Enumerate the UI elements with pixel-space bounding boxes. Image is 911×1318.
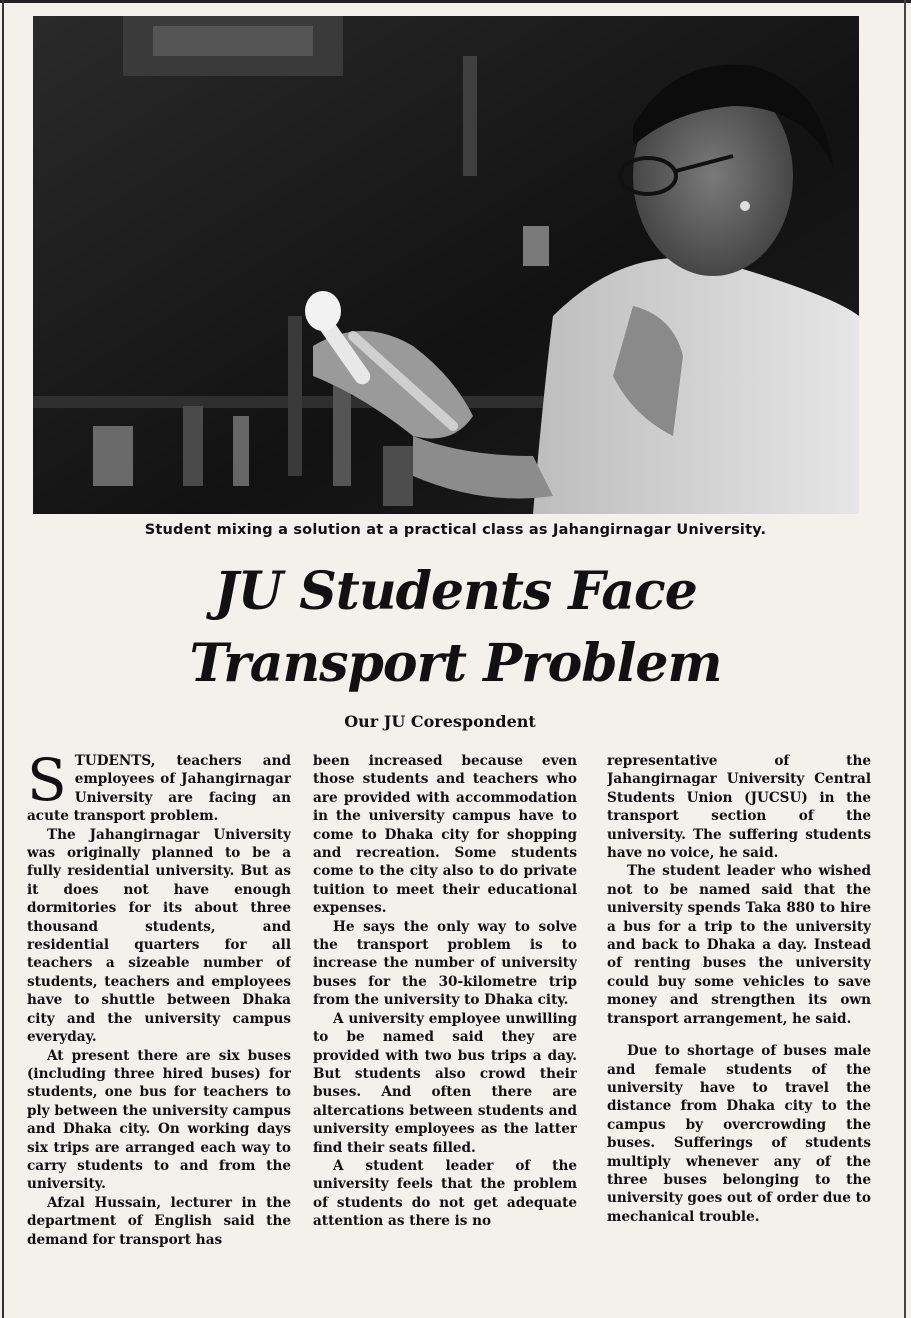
paragraph: The Jahangirnagar University was originally planned to be a fully residential university. But as it does not have enough dormitories for its about three thousand students, and residential quarters for all teachers a sizeable number of students, teachers and employees have to shuttle between Dhaka city and the university campus everyday. bbox=[27, 826, 291, 1046]
headline-line-2: Transport Problem bbox=[189, 633, 722, 694]
top-rule bbox=[0, 0, 911, 3]
paragraph: A student leader of the university feels that the problem of students do not get adequate attention as there is no bbox=[313, 1157, 577, 1230]
paragraph: At present there are six buses (including three hired buses) for students, one bus for teachers to ply between the university campus and Dhaka city. On working days six trips are arranged each way to carry students to and from the university. bbox=[27, 1047, 291, 1193]
article-column-3 bbox=[607, 752, 871, 1308]
paragraph-text: lecturer in the department of English said the demand for transport has bbox=[27, 1194, 291, 1248]
paragraph: been increased because even those students and teachers who are provided with accommodation in the university campus have to come to Dhaka city for shopping and recreation. Some students come to the city also to do private tuition to meet their educational expenses. bbox=[313, 753, 577, 917]
byline: Our JU Corespondent bbox=[344, 712, 536, 731]
paragraph: A university employee unwilling to be named said they are provided with two bus trips a day. But students also crowd their buses. And often there are altercations between students and university employees as the latter find their seats filled. bbox=[313, 1010, 577, 1156]
drop-cap: S bbox=[27, 752, 67, 814]
headline bbox=[0, 556, 911, 700]
paragraph: Due to shortage of buses male and female students of the university have to travel the distance from Dhaka city to the campus by overcrowding the buses. Sufferings of students multiply whenever any of the three buses belonging to the university goes out of order due to mechanical trouble. bbox=[607, 1043, 871, 1225]
headline-line-1: JU Students Face bbox=[214, 561, 697, 622]
paragraph bbox=[27, 752, 291, 826]
paragraph bbox=[27, 1194, 291, 1249]
photo-illustration bbox=[33, 16, 859, 514]
article-column-2 bbox=[313, 752, 577, 1308]
paragraph: He says the only way to solve the transport problem is to increase the number of university buses for the 30-kilometre trip from the university to Dhaka city. bbox=[313, 918, 577, 1009]
article-column-1 bbox=[27, 752, 291, 1308]
lead-text: TUDENTS, teachers and employees of Jahangirnagar University are facing an acute transport problem. bbox=[27, 753, 291, 825]
photo-caption: Student mixing a solution at a practical class as Jahangirnagar University. bbox=[144, 522, 767, 538]
paragraph: representative of the Jahangirnagar University Central Students Union (JUCSU) in the transport section of the university. The suffering students have no voice, he said. bbox=[607, 753, 871, 862]
paragraph: The student leader who wished not to be named said that the university spends Taka 880 to hire a bus for a trip to the university and back to Dhaka a day. Instead of renting buses the university could buy some vehicles to save money and strengthen its own transport arrangement, he said. bbox=[607, 863, 871, 1027]
person-name: Afzal Hussain, bbox=[47, 1194, 162, 1211]
article-photo bbox=[33, 16, 859, 514]
